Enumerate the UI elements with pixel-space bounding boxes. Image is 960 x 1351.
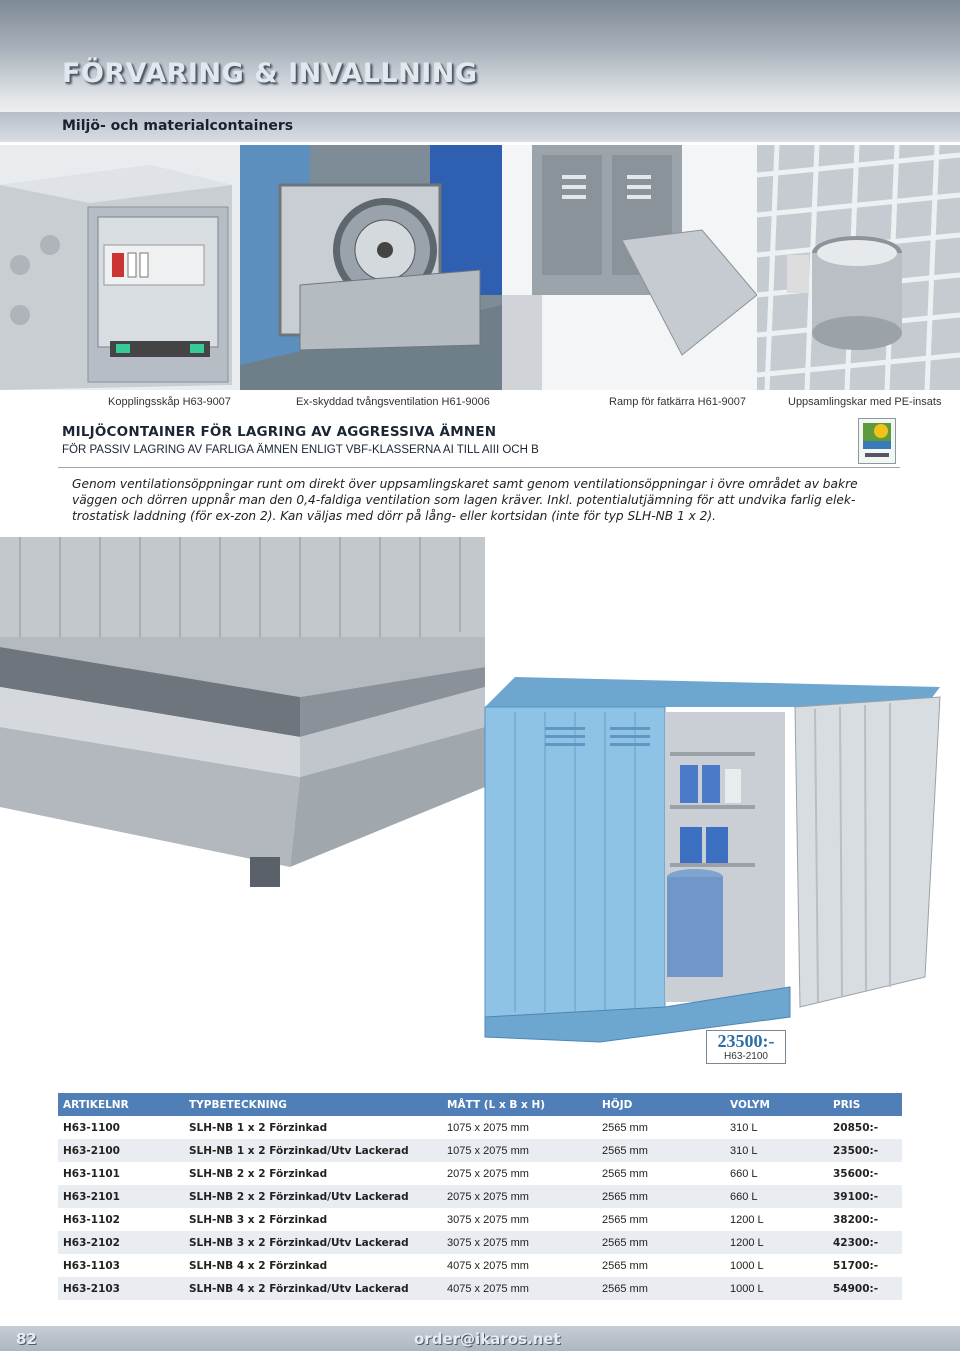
cell-volume: 310 L bbox=[725, 1139, 828, 1162]
table-row bbox=[58, 1139, 902, 1162]
cell-type: SLH-NB 3 x 2 Förzinkad bbox=[184, 1208, 442, 1231]
column-header: PRIS bbox=[828, 1093, 902, 1116]
cell-volume: 1200 L bbox=[725, 1231, 828, 1254]
section-subtitle: FÖR PASSIV LAGRING AV FARLIGA ÄMNEN ENLIGT VBF-KLASSERNA AI TILL AIII OCH B bbox=[62, 444, 539, 456]
cell-article: H63-2102 bbox=[58, 1231, 184, 1254]
cell-dimensions: 1075 x 2075 mm bbox=[442, 1116, 597, 1139]
cell-article: H63-1102 bbox=[58, 1208, 184, 1231]
page-number: 82 bbox=[16, 1330, 37, 1348]
cell-article: H63-2101 bbox=[58, 1185, 184, 1208]
footer-email-link[interactable]: order@ikaros.net bbox=[414, 1330, 561, 1348]
description-line: väggen och dörren uppnår man den 0,4-faldiga ventilation som lagen kräver. Inkl. potentialutjämning för att undvika farlig elek- bbox=[72, 493, 856, 507]
cell-height: 2565 mm bbox=[597, 1116, 725, 1139]
table-row bbox=[58, 1162, 902, 1185]
table-row bbox=[58, 1208, 902, 1231]
cell-dimensions: 2075 x 2075 mm bbox=[442, 1185, 597, 1208]
hero-image bbox=[0, 537, 960, 1085]
table-row bbox=[58, 1116, 902, 1139]
photo-caption: Uppsamlingskar med PE-insats bbox=[788, 396, 942, 408]
cell-type: SLH-NB 1 x 2 Förzinkad bbox=[184, 1116, 442, 1139]
column-header: VOLYM bbox=[725, 1093, 828, 1116]
cell-type: SLH-NB 1 x 2 Förzinkad/Utv Lackerad bbox=[184, 1139, 442, 1162]
product-table bbox=[58, 1093, 902, 1300]
cell-price: 23500:- bbox=[828, 1139, 902, 1162]
divider bbox=[58, 467, 900, 468]
photo-sump-tray bbox=[757, 145, 960, 390]
cell-type: SLH-NB 2 x 2 Förzinkad bbox=[184, 1162, 442, 1185]
cell-type: SLH-NB 4 x 2 Förzinkad/Utv Lackerad bbox=[184, 1277, 442, 1300]
cell-dimensions: 3075 x 2075 mm bbox=[442, 1208, 597, 1231]
cell-height: 2565 mm bbox=[597, 1231, 725, 1254]
cell-height: 2565 mm bbox=[597, 1162, 725, 1185]
table-header-row bbox=[58, 1093, 902, 1116]
cell-volume: 660 L bbox=[725, 1162, 828, 1185]
table-row bbox=[58, 1254, 902, 1277]
cell-type: SLH-NB 3 x 2 Förzinkad/Utv Lackerad bbox=[184, 1231, 442, 1254]
cell-volume: 1200 L bbox=[725, 1208, 828, 1231]
section-title: MILJÖCONTAINER FÖR LAGRING AV AGGRESSIVA ÄMNEN bbox=[62, 424, 497, 440]
cell-article: H63-1101 bbox=[58, 1162, 184, 1185]
price-tag bbox=[706, 1030, 786, 1064]
description-line: trostatisk laddning (för ex-zon 2). Kan väljas med dörr på lång- eller kortsidan (inte för typ SLH-NB 1 x 2). bbox=[72, 509, 717, 523]
photo-ramp bbox=[502, 145, 757, 390]
cell-height: 2565 mm bbox=[597, 1208, 725, 1231]
column-header: ARTIKELNR bbox=[58, 1093, 184, 1116]
cell-height: 2565 mm bbox=[597, 1139, 725, 1162]
cell-article: H63-1100 bbox=[58, 1116, 184, 1139]
page-title: FÖRVARING & INVALLNING bbox=[62, 58, 478, 89]
cell-volume: 660 L bbox=[725, 1185, 828, 1208]
cell-volume: 1000 L bbox=[725, 1277, 828, 1300]
cell-price: 51700:- bbox=[828, 1254, 902, 1277]
photo-ventilation bbox=[240, 145, 502, 390]
photo-junction-box bbox=[0, 145, 240, 390]
cell-height: 2565 mm bbox=[597, 1254, 725, 1277]
table-row bbox=[58, 1277, 902, 1300]
cell-price: 38200:- bbox=[828, 1208, 902, 1231]
cell-dimensions: 2075 x 2075 mm bbox=[442, 1162, 597, 1185]
photo-caption: Kopplingsskåp H63-9007 bbox=[108, 396, 231, 408]
cell-price: 20850:- bbox=[828, 1116, 902, 1139]
cell-volume: 1000 L bbox=[725, 1254, 828, 1277]
column-header: HÖJD bbox=[597, 1093, 725, 1116]
cell-dimensions: 4075 x 2075 mm bbox=[442, 1277, 597, 1300]
cell-price: 35600:- bbox=[828, 1162, 902, 1185]
cell-article: H63-1103 bbox=[58, 1254, 184, 1277]
cell-price: 42300:- bbox=[828, 1231, 902, 1254]
photo-strip bbox=[0, 145, 960, 390]
photo-caption: Ex-skyddad tvångsventilation H61-9006 bbox=[296, 396, 490, 408]
cell-height: 2565 mm bbox=[597, 1185, 725, 1208]
cell-height: 2565 mm bbox=[597, 1277, 725, 1300]
column-header: TYPBETECKNING bbox=[184, 1093, 442, 1116]
table-row bbox=[58, 1185, 902, 1208]
table-row bbox=[58, 1231, 902, 1254]
cell-dimensions: 3075 x 2075 mm bbox=[442, 1231, 597, 1254]
cell-article: H63-2100 bbox=[58, 1139, 184, 1162]
column-header: MÅTT (L x B x H) bbox=[442, 1093, 597, 1116]
price-sku: H63-2100 bbox=[724, 1051, 768, 1062]
description bbox=[72, 476, 912, 524]
cell-dimensions: 1075 x 2075 mm bbox=[442, 1139, 597, 1162]
cell-article: H63-2103 bbox=[58, 1277, 184, 1300]
cell-price: 39100:- bbox=[828, 1185, 902, 1208]
price: 23500:- bbox=[717, 1031, 775, 1051]
photo-caption: Ramp för fatkärra H61-9007 bbox=[609, 396, 746, 408]
cell-type: SLH-NB 2 x 2 Förzinkad/Utv Lackerad bbox=[184, 1185, 442, 1208]
description-line: Genom ventilationsöppningar runt om direkt över uppsamlingskaret samt genom ventilationsöppningar i övre området av bakre bbox=[72, 477, 858, 491]
cell-volume: 310 L bbox=[725, 1116, 828, 1139]
certification-logo bbox=[858, 418, 896, 464]
cell-price: 54900:- bbox=[828, 1277, 902, 1300]
cell-type: SLH-NB 4 x 2 Förzinkad bbox=[184, 1254, 442, 1277]
page-subtitle: Miljö- och materialcontainers bbox=[62, 118, 294, 134]
cell-dimensions: 4075 x 2075 mm bbox=[442, 1254, 597, 1277]
